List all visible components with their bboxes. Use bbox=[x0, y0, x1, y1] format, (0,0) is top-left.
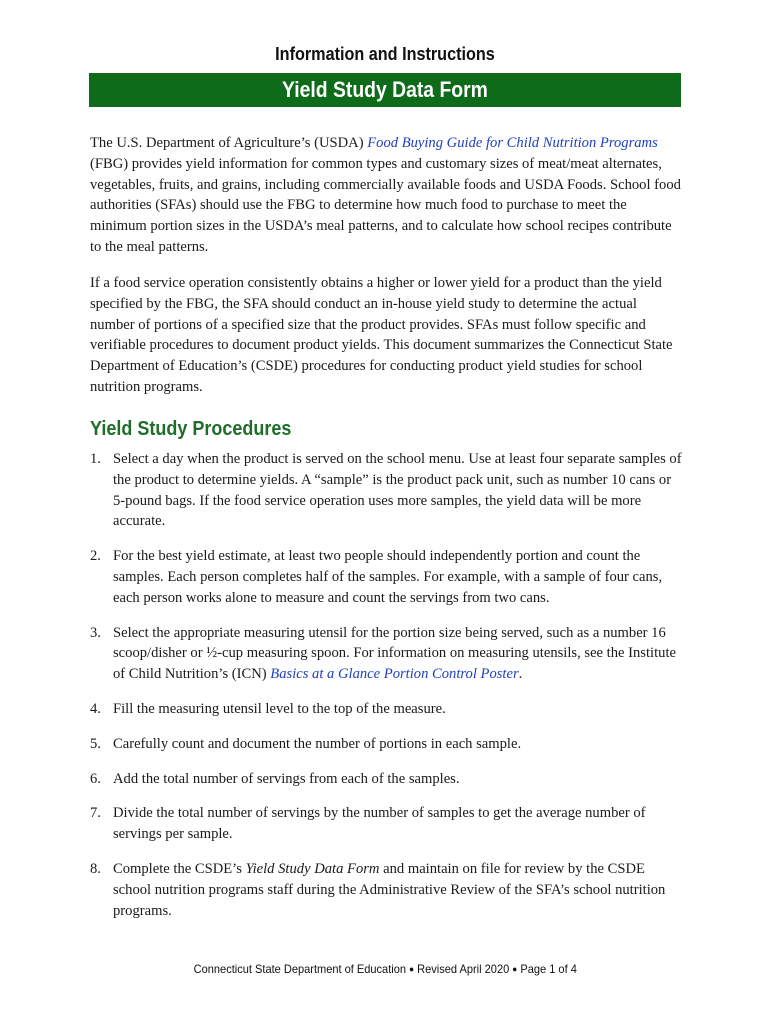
banner-title: Yield Study Data Form bbox=[282, 77, 488, 102]
step-number: 4. bbox=[90, 700, 101, 717]
step-text: Complete the CSDE’s bbox=[113, 860, 246, 877]
step-number: 8. bbox=[90, 860, 101, 877]
list-item bbox=[90, 623, 682, 685]
fbg-link[interactable]: Food Buying Guide for Child Nutrition Programs bbox=[367, 135, 658, 151]
step-text: Add the total number of servings from each of the samples. bbox=[113, 770, 460, 787]
step-text: Select the appropriate measuring utensil for the portion size being served, such as a number 16 scoop/disher or ½-cup measuring spoon. For information on measuring utensils, see the Institute of Child Nutrition’s (ICN) bbox=[113, 624, 676, 683]
step-text: For the best yield estimate, at least two people should independently portion and count the samples. Each person completes half of the samples. For example, with a sample of four cans, each person works alone to measure and count the servings from two cans. bbox=[113, 548, 663, 606]
intro-p1-lead: The U.S. Department of Agriculture’s (USDA) bbox=[90, 135, 368, 151]
list-item bbox=[90, 803, 682, 845]
list-item bbox=[90, 734, 682, 755]
step-text: Divide the total number of servings by the number of samples to get the average number of servings per sample. bbox=[113, 805, 646, 843]
bullet-separator-icon: ● bbox=[408, 964, 414, 974]
title-banner bbox=[89, 73, 681, 107]
step-number: 7. bbox=[90, 805, 101, 822]
list-item bbox=[90, 769, 682, 790]
step-text: Fill the measuring utensil level to the top of the measure. bbox=[113, 700, 446, 717]
footer-revised: Revised April 2020 bbox=[416, 962, 509, 976]
list-item bbox=[90, 449, 682, 532]
intro-paragraph-2: If a food service operation consistently obtains a higher or lower yield for a product than the yield specified by the FBG, the SFA should conduct an in-house yield study to determine the actual number of portions of a specified size that the product provides. SFAs must follow specific and verifiable procedures to document product yields. This document summarizes the Connecticut State Department of Education’s (CSDE) procedures for conducting product yield studies for school nutrition programs. bbox=[90, 275, 673, 395]
section-heading: Yield Study Procedures bbox=[90, 418, 292, 440]
supertitle: Information and Instructions bbox=[275, 44, 495, 64]
list-item bbox=[90, 859, 682, 921]
step-text: Select a day when the product is served on the school menu. Use at least four separate samples of the product to determine yields. A “sample” is the product pack unit, such as number 10 cans or 5-pound bags. If the food service operation uses more samples, the yield data will be more accurate. bbox=[113, 451, 682, 530]
step-text: Carefully count and document the number of portions in each sample. bbox=[113, 735, 522, 752]
step-number: 6. bbox=[90, 770, 101, 787]
step-number: 3. bbox=[90, 624, 101, 641]
step-text-end: . bbox=[518, 666, 523, 683]
footer-org: Connecticut State Department of Education bbox=[193, 962, 406, 976]
page-footer bbox=[0, 962, 770, 976]
step-number: 2. bbox=[90, 548, 101, 565]
list-item bbox=[90, 699, 682, 720]
step-text-end: and maintain on file for review by the CSDE school nutrition programs staff during the Administrative Review of the SFA’s school nutrition programs. bbox=[113, 860, 666, 919]
intro-p1-rest: (FBG) provides yield information for common types and customary sizes of meat/meat alternates, vegetables, fruits, and grains, including commercially available foods and USDA Foods. School food authorities (SFAs) should use the FBG to determine how much food to purchase to meet the minimum portion sizes in the USDA’s meal patterns, and to calculate how school recipes contribute to the meal patterns. bbox=[90, 155, 681, 255]
page-number: Page 1 of 4 bbox=[520, 962, 577, 976]
step-number: 1. bbox=[90, 451, 101, 467]
step-number: 5. bbox=[90, 735, 101, 752]
list-item bbox=[90, 546, 682, 608]
yield-study-form-title: Yield Study Data Form bbox=[245, 860, 380, 877]
bullet-separator-icon: ● bbox=[512, 964, 518, 974]
procedure-steps-list bbox=[90, 449, 682, 935]
portion-control-poster-link[interactable]: Basics at a Glance Portion Control Poster bbox=[270, 666, 519, 683]
intro-paragraph-1 bbox=[90, 133, 682, 258]
